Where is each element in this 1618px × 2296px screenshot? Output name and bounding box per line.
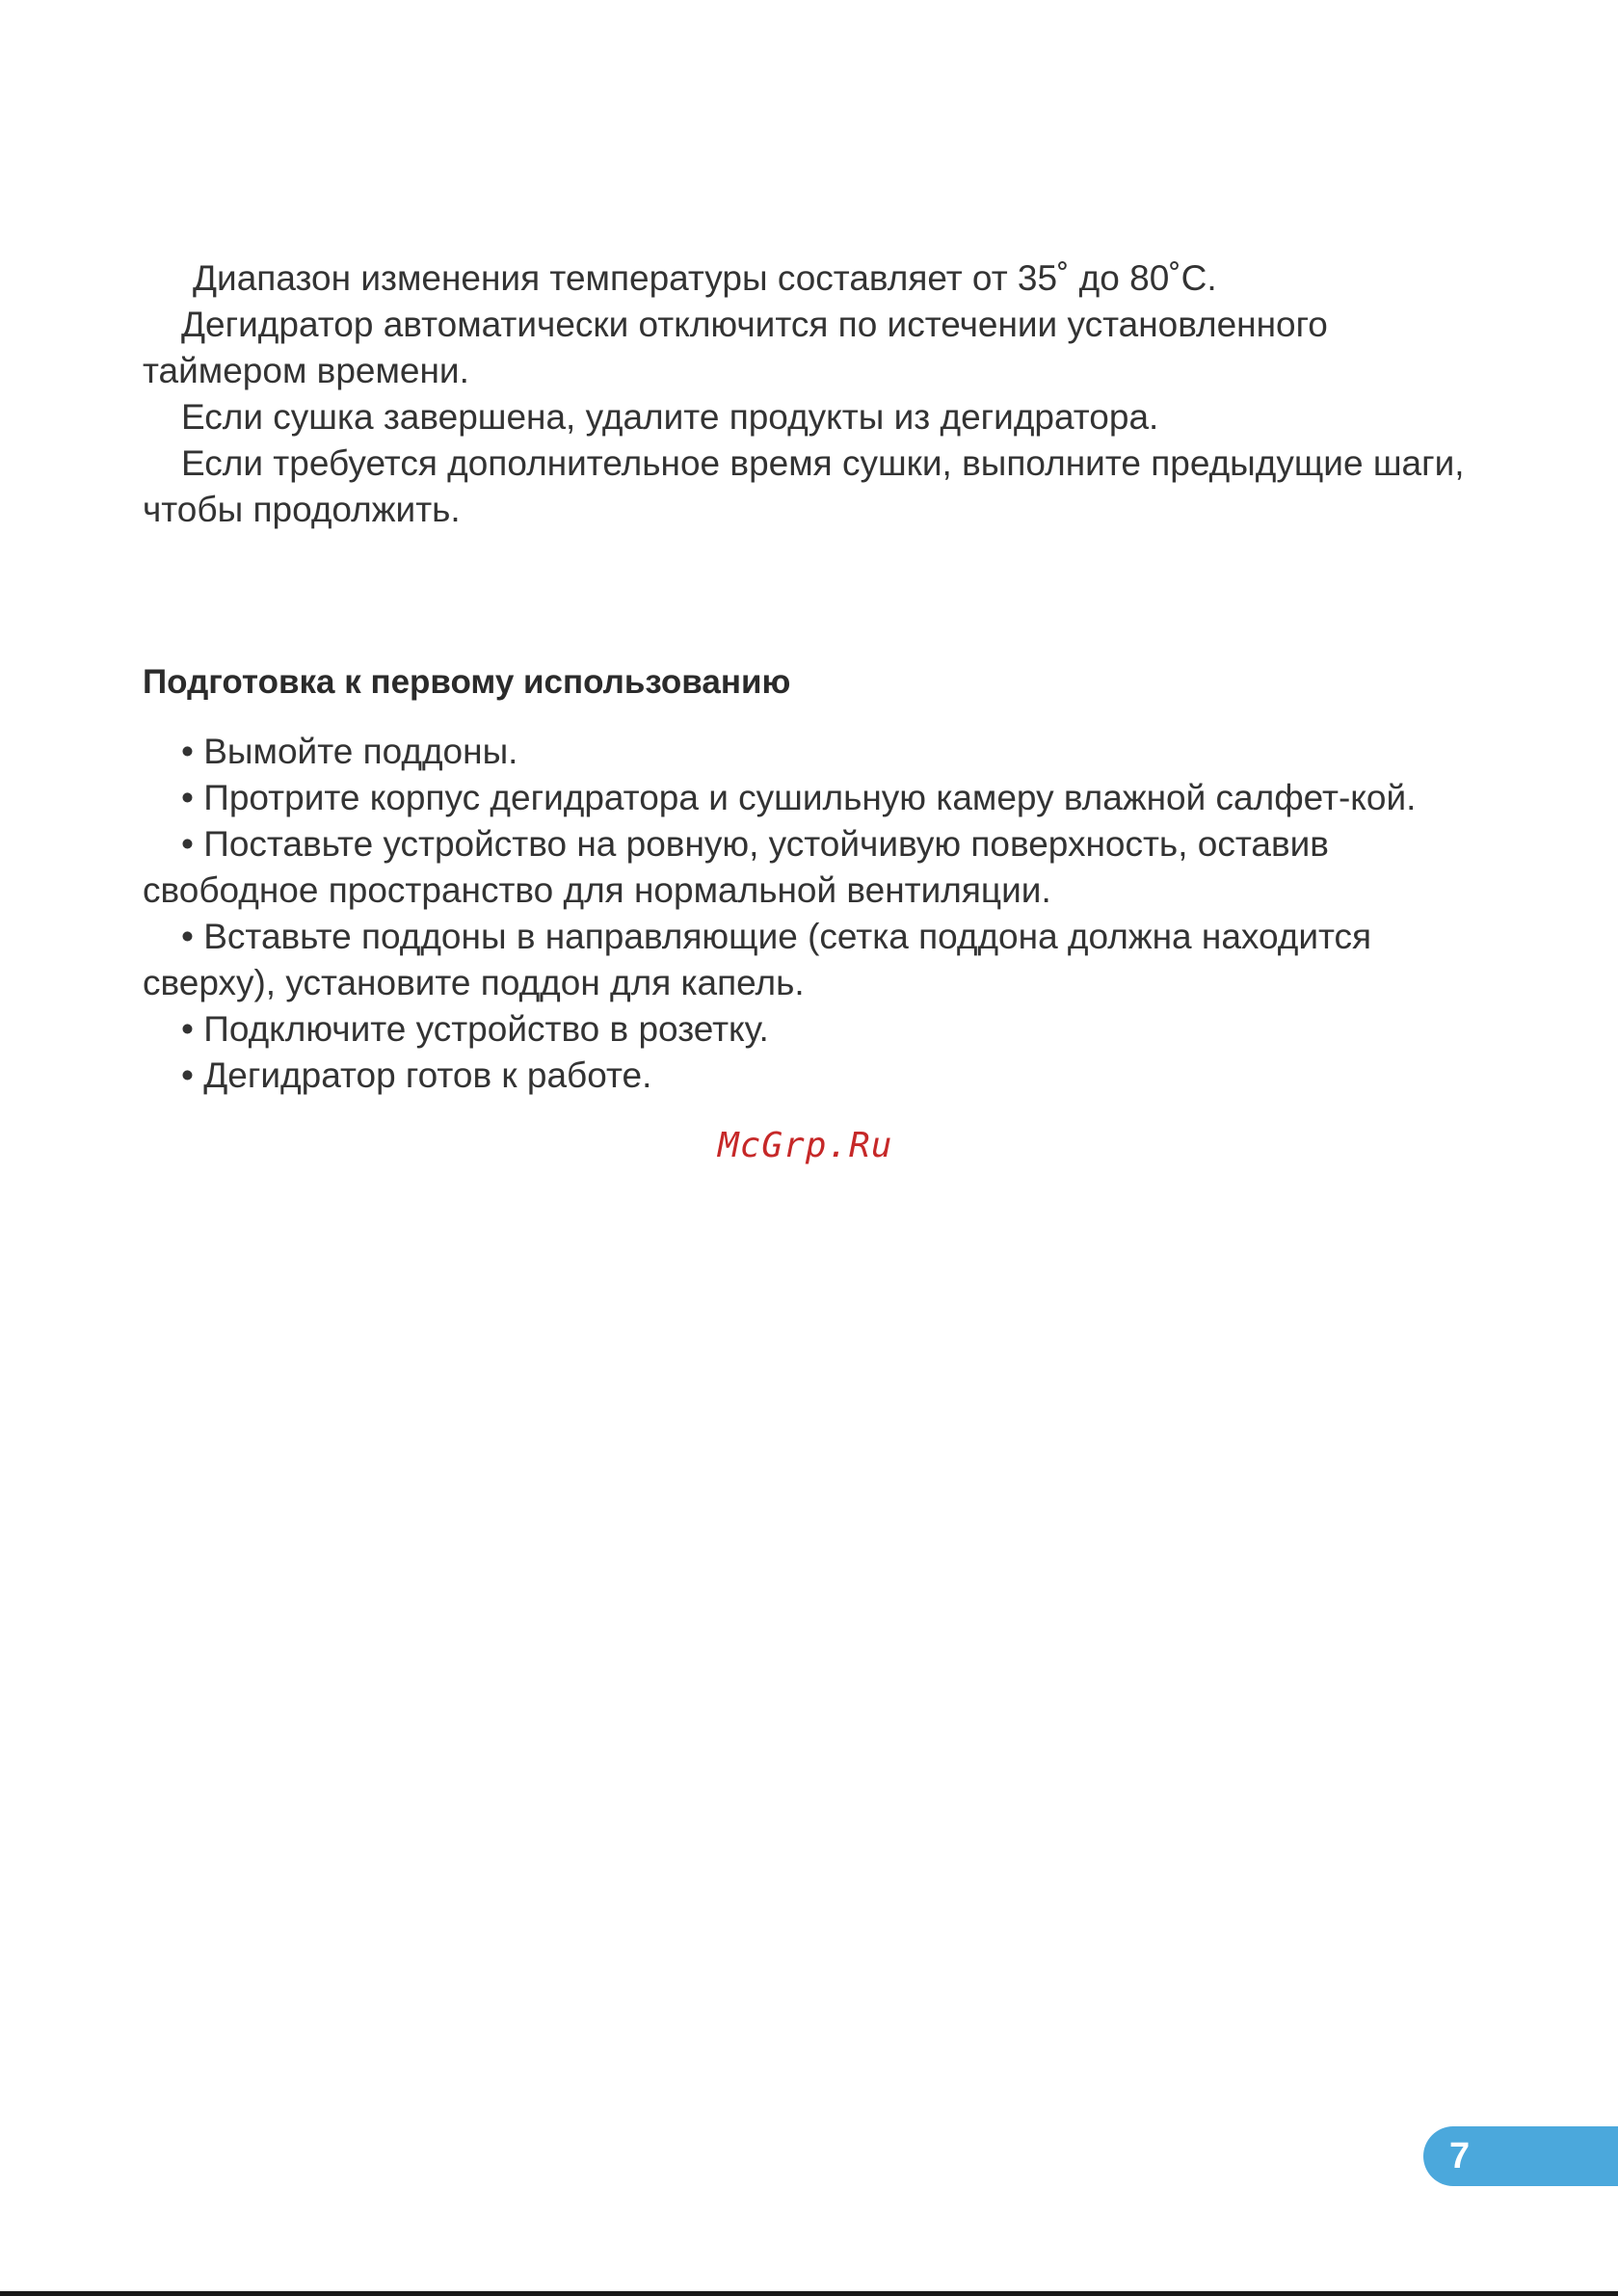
bottom-divider — [0, 2291, 1618, 2296]
paragraph-drying-complete: Если сушка завершена, удалите продукты из дегидратора. — [181, 397, 1159, 437]
page-number: 7 — [1449, 2136, 1471, 2176]
list-item: • Протрите корпус дегидратора и сушильную камеру влажной салфет-кой. — [181, 778, 1417, 817]
paragraph-extra-time: Если требуется дополнительное время сушки, выполните предыдущие шаги, чтобы продолжить. — [143, 443, 1465, 529]
list-item: • Поставьте устройство на ровную, устойчивую поверхность, оставив свободное пространство для нормальной вентиляции. — [143, 824, 1329, 910]
list-item: • Вставьте поддоны в направляющие (сетка поддона должна находится сверху), установите поддон для капель. — [143, 917, 1372, 1002]
paragraph-temperature-range: Диапазон изменения температуры составляет от 35˚ до 80˚С. — [193, 258, 1217, 298]
list-item: • Вымойте поддоны. — [181, 732, 518, 771]
list-item: • Дегидратор готов к работе. — [181, 1055, 652, 1095]
preparation-list — [143, 729, 1472, 1099]
page-number-tab — [1423, 2126, 1618, 2186]
section-heading: Подготовка к первому использованию — [143, 663, 791, 701]
intro-text — [143, 255, 1472, 533]
paragraph-auto-shutoff: Дегидратор автоматически отключится по истечении установленного таймером времени. — [143, 305, 1328, 390]
list-item: • Подключите устройство в розетку. — [181, 1009, 769, 1049]
watermark: McGrp.Ru — [718, 1126, 893, 1165]
